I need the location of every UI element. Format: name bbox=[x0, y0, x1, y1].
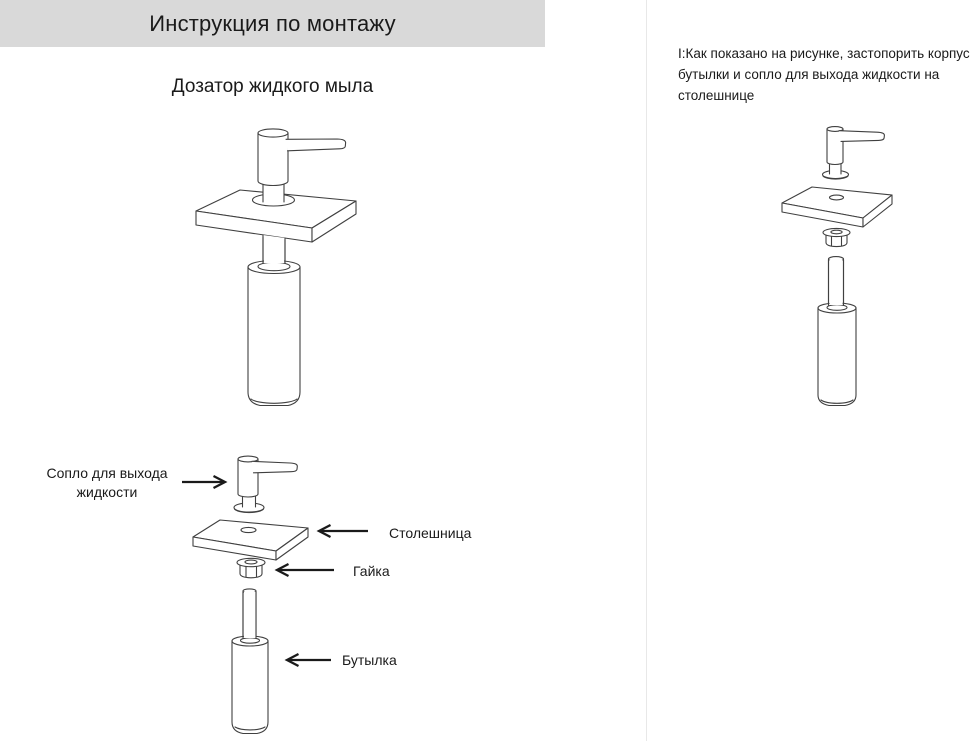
bottle-arrow-icon bbox=[287, 654, 331, 666]
bottle bbox=[248, 237, 300, 406]
nut-label: Гайка bbox=[353, 563, 390, 579]
product-title: Дозатор жидкого мыла bbox=[171, 76, 374, 97]
instruction-line-2: бутылки и сопло для выхода жидкости на bbox=[678, 67, 940, 82]
countertop-slab bbox=[193, 520, 308, 560]
exploded-dispenser-diagram-right bbox=[782, 127, 892, 406]
nozzle-label-line-2: жидкости bbox=[76, 484, 138, 500]
nozzle-label-line-1: Сопло для выхода bbox=[46, 465, 168, 481]
instruction-line-1: I:Как показано на рисунке, застопорить корпус bbox=[678, 46, 970, 61]
bottle bbox=[818, 257, 856, 406]
countertop-label: Столешница bbox=[389, 525, 472, 541]
pump-head bbox=[823, 127, 885, 179]
countertop-slab bbox=[782, 187, 892, 227]
pump-head bbox=[253, 129, 346, 206]
nut-arrow-icon bbox=[277, 564, 334, 576]
instruction-line-3: столешнице bbox=[678, 88, 755, 103]
callout-arrows bbox=[182, 476, 368, 666]
pump-head bbox=[234, 456, 297, 512]
assembled-dispenser-diagram bbox=[196, 129, 356, 406]
exploded-dispenser-diagram bbox=[193, 456, 308, 733]
bottle-label: Бутылка bbox=[342, 652, 397, 668]
page-title: Инструкция по монтажу bbox=[149, 10, 396, 36]
countertop-arrow-icon bbox=[319, 525, 368, 537]
nozzle-arrow-icon bbox=[182, 476, 225, 488]
nut bbox=[237, 558, 265, 578]
bottle bbox=[232, 589, 268, 734]
nut bbox=[823, 228, 850, 246]
